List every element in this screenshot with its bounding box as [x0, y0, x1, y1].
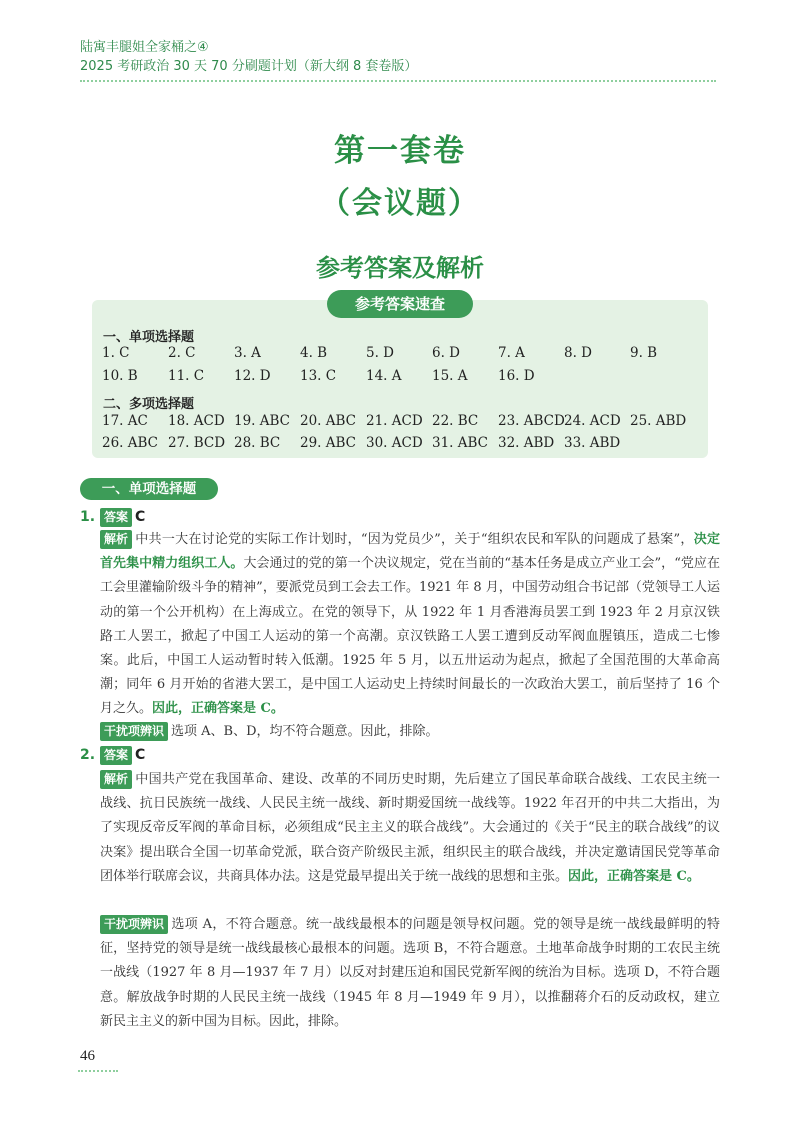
answer-item: 12. D [234, 368, 271, 384]
distractor-tag: 干扰项辨识 [100, 915, 168, 934]
answer-item: 27. BCD [168, 435, 226, 451]
answer-item: 5. D [366, 345, 394, 361]
question-2-analysis [100, 768, 720, 889]
answer-item: 6. D [432, 345, 460, 361]
answer-item: 18. ACD [168, 413, 225, 429]
question-1-distractor [100, 720, 720, 744]
question-2-header [80, 746, 145, 765]
analysis-text: 中国共产党在我国革命、建设、改革的不同历史时期，先后建立了国民革命联合战线、工农民主统一战线、抗日民族统一战线、人民民主统一战线、新时期爱国统一战线等。1922 年召开的中共二大指出，为了实现反帝反军阀的革命目标，必须组成“民主主义的联合战线”。大会通过的《关于“民主的联合战线”的议决案》提出联合全国一切革命党派，联合资产阶级民主派，组织民主的联合战线，并决定邀请国民党等革命团体举行联席会议，共商具体办法。这是党最早提出关于统一战线的思想和主张。 [100, 772, 720, 884]
answer-item: 1. C [102, 345, 130, 361]
answer-item: 23. ABCD [498, 413, 565, 429]
answer-item: 4. B [300, 345, 328, 361]
answer-item: 31. ABC [432, 435, 489, 451]
question-number: 2. [80, 747, 96, 763]
answer-item: 25. ABD [630, 413, 687, 429]
question-answer: C [134, 509, 146, 525]
header-book-title: 2025 考研政治 30 天 70 分刷题计划（新大纲 8 套卷版） [80, 59, 418, 74]
distractor-text: 选项 A，不符合题意。统一战线最根本的问题是领导权问题。党的领导是统一战线最鲜明的特征，坚持党的领导是统一战线最核心最根本的问题。选项 B，不符合题意。土地革命战争时期的工农民主统一战线（1927 年 8 月—1937 年 7 月）以反对封建压迫和国民党新军阀的统治为目标。选项 D，不符合题意。解放战争时期的人民民主统一战线（1945 年 8 月—1949 年 9 月），以推翻蒋介石的反动政权，建立新民主主义的新中国为目标。因此，排除。 [100, 917, 720, 1029]
paper-subtitle: （会议题） [320, 186, 480, 221]
answer-item: 15. A [432, 368, 468, 384]
answer-item: 22. BC [432, 413, 479, 429]
answer-item: 8. D [564, 345, 592, 361]
answer-item: 10. B [102, 368, 138, 384]
page-number-underline [78, 1070, 118, 1072]
answer-item: 2. C [168, 345, 196, 361]
answer-item: 7. A [498, 345, 525, 361]
question-2-distractor [100, 913, 720, 1034]
analysis-highlight: 决定首先集中精力组织工人。 [100, 532, 720, 572]
multi-choice-heading: 二、多项选择题 [103, 397, 195, 412]
answer-item: 26. ABC [102, 435, 159, 451]
analysis-tag: 解析 [100, 770, 132, 789]
question-number: 1. [80, 509, 96, 525]
answer-item: 20. ABC [300, 413, 357, 429]
answer-item: 14. A [366, 368, 402, 384]
answer-item: 9. B [630, 345, 658, 361]
page-number: 46 [80, 1048, 95, 1064]
running-header [80, 38, 417, 76]
answer-item: 21. ACD [366, 413, 423, 429]
answer-item: 24. ACD [564, 413, 621, 429]
question-answer: C [134, 747, 146, 763]
answer-item: 11. C [168, 368, 205, 384]
answer-item: 19. ABC [234, 413, 291, 429]
answer-item: 29. ABC [300, 435, 357, 451]
question-1-header [80, 508, 145, 527]
analysis-tag: 解析 [100, 530, 132, 549]
distractor-text: 选项 A、B、D，均不符合题意。因此，排除。 [171, 724, 439, 739]
answer-tag: 答案 [100, 746, 132, 765]
distractor-tag: 干扰项辨识 [100, 722, 168, 741]
answer-item: 33. ABD [564, 435, 621, 451]
quick-answer-label: 参考答案速查 [327, 290, 473, 318]
answer-tag: 答案 [100, 508, 132, 527]
answer-item: 13. C [300, 368, 337, 384]
single-choice-heading: 一、单项选择题 [103, 330, 195, 345]
header-series: 陆寓丰腿姐全家桶之④ [80, 40, 209, 55]
analysis-conclusion: 因此，正确答案是 C。 [152, 701, 284, 717]
answer-item: 3. A [234, 345, 261, 361]
answer-item: 16. D [498, 368, 535, 384]
header-divider [80, 80, 716, 82]
answer-item: 28. BC [234, 435, 281, 451]
analysis-text: 中共一大在讨论党的实际工作计划时，“因为党员少”，关于“组织农民和军队的问题成了悬案”， [135, 532, 694, 547]
question-1-analysis [100, 528, 720, 722]
answer-item: 30. ACD [366, 435, 423, 451]
paper-title: 第一套卷 [334, 133, 466, 169]
single-choice-section-label: 一、单项选择题 [80, 478, 218, 500]
answer-item: 17. AC [102, 413, 148, 429]
analysis-conclusion: 因此，正确答案是 C。 [568, 868, 700, 884]
analysis-text: 大会通过的党的第一个决议规定，党在当前的“基本任务是成立产业工会”，“党应在工会里灌输阶级斗争的精神”，要派党员到工会去工作。1921 年 8 月，中国劳动组合书记部（党领导工人运动的第一个公开机构）在上海成立。在党的领导下，从 1922 年 1 月香港海员罢工到 1923 年 2 月京汉铁路工人罢工，掀起了中国工人运动的第一个高潮。京汉铁路工人罢工遭到反动军阀血腥镇压，造成二七惨案。此后，中国工人运动暂时转入低潮。1925 年 5 月，以五卅运动为起点，掀起了全国范围的大革命高潮；同年 6 月开始的省港大罢工，是中国工人运动史上持续时间最长的一次政治大罢工，前后坚持了 16 个月之久。 [100, 556, 720, 717]
answer-item: 32. ABD [498, 435, 555, 451]
answers-section-title: 参考答案及解析 [316, 254, 484, 282]
